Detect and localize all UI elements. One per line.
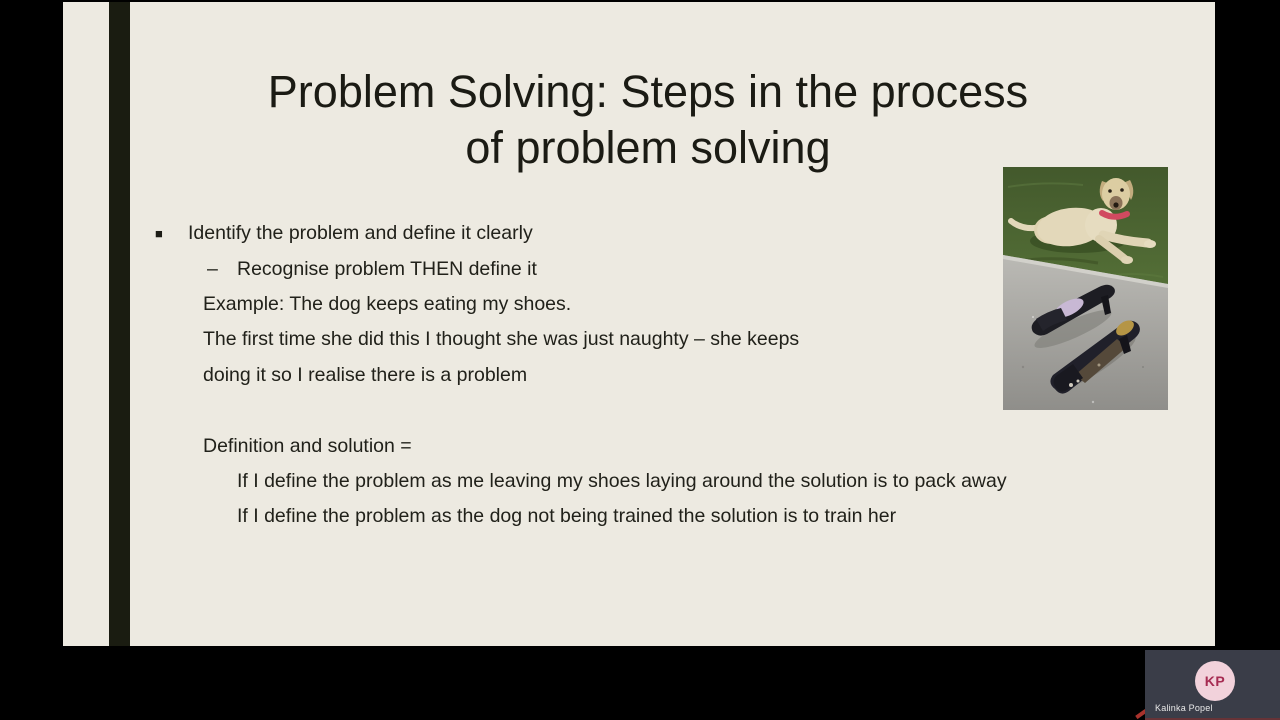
body-line-text: The first time she did this I thought she was just naughty – she keeps xyxy=(203,328,800,351)
bullet-line-text: Identify the problem and define it clearly xyxy=(188,222,533,245)
body-line-text: Example: The dog keeps eating my shoes. xyxy=(203,292,572,315)
body-line xyxy=(237,464,1155,499)
body-line-text: Definition and solution = xyxy=(203,434,412,457)
dog-and-chewed-shoes-photo xyxy=(1003,167,1168,410)
body-line-text: If I define the problem as the dog not being trained the solution is to train her xyxy=(237,505,897,528)
participant-tile[interactable] xyxy=(1145,650,1280,720)
avatar xyxy=(1195,661,1235,701)
sub-bullet-line-text: Recognise problem THEN define it xyxy=(237,257,537,280)
slide-title-line-1: Problem Solving: Steps in the process xyxy=(267,66,1029,117)
body-line xyxy=(237,499,1155,534)
participant-name: Kalinka Popel xyxy=(1155,703,1213,713)
slide-title-line-2: of problem solving xyxy=(465,122,831,173)
body-line-text: If I define the problem as me leaving my shoes laying around the solution is to pack away xyxy=(237,469,1007,492)
body-line-text: doing it so I realise there is a problem xyxy=(203,363,528,386)
square-bullet-icon: ■ xyxy=(155,226,163,242)
body-line xyxy=(203,428,1155,463)
slide-title xyxy=(108,64,1188,176)
dash-bullet-icon: – xyxy=(207,257,218,280)
presentation-slide xyxy=(63,2,1215,646)
avatar-initials: KP xyxy=(1204,673,1226,689)
